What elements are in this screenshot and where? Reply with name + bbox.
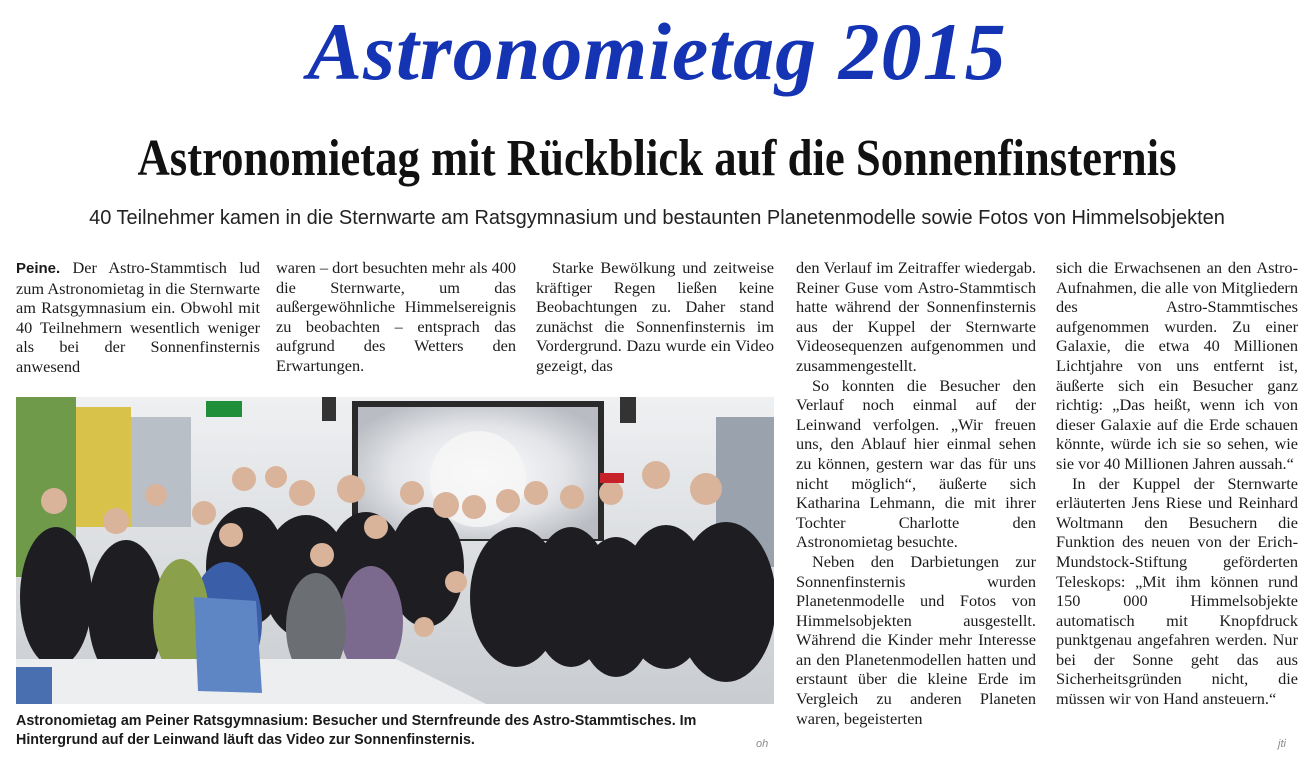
- paragraph: den Verlauf im Zeitraffer wiedergab. Reiner Guse vom Astro-Stammtisch hatte während der Sonnenfinsternis aus der Kuppel der Sternwarte Videosequenzen aufgenommen und zusammengestellt.: [796, 258, 1036, 375]
- paragraph: So konnten die Besucher den Verlauf noch einmal auf der Leinwand verfolgen. „Wir freuen uns, den Ablauf hier einmal sehen zu können, gestern war das für uns nicht möglich“, äußerte sich Katharina Lehmann, die mit ihrer Tochter Charlotte den Astronomietag besuchte.: [796, 375, 1036, 552]
- paragraph: Starke Bewölkung und zeitweise kräftiger Regen ließen keine Beobachtungen zu. Daher stand zunächst die Sonnenfinsternis im Vordergrund. Dazu wurde ein Video gezeigt, das: [536, 258, 774, 375]
- paragraph: [16, 258, 260, 377]
- article-headline: Astronomietag mit Rückblick auf die Sonnenfinsternis: [137, 130, 1177, 187]
- article-subheadline: 40 Teilnehmer kamen in die Sternwarte am Ratsgymnasium und bestaunten Planetenmodelle sowie Fotos von Himmelsobjekten: [89, 207, 1225, 229]
- article-column-2: [276, 258, 516, 376]
- author-credit: jti: [1278, 738, 1286, 750]
- paragraph: waren – dort besuchten mehr als 400 die Sternwarte, um das außergewöhnliche Himmelsereignis zu beobachten – entsprach das aufgrund des Wetters den Erwartungen.: [276, 258, 516, 375]
- paragraph: Neben den Darbietungen zur Sonnenfinsternis wurden Planetenmodelle und Fotos von Himmelsobjekten ausgestellt. Während die Kinder mehr Interesse an den Planetenmodellen hatten und erstaunt über die kleine Erde im Vergleich zu anderen Planeten waren, begeisterten: [796, 551, 1036, 728]
- photo-caption: Astronomietag am Peiner Ratsgymnasium: Besucher und Sternfreunde des Astro-Stammtisches. Im Hintergrund auf der Leinwand läuft das Video zur Sonnenfinsternis.: [16, 713, 697, 748]
- paragraph: sich die Erwachsenen an den Astro-Aufnahmen, die alle von Mitgliedern des Astro-Stammtisches aufgenommen wurden. Zu einer Galaxie, die etwa 40 Millionen Lichtjahre von uns entfernt ist, äußerte sich ein Besucher ganz richtig: „Das heißt, wenn ich von dieser Galaxie auf die Erde schauen könnte, würde ich sie so sehen, wie sie vor 40 Millionen Jahren aussah.“: [1056, 258, 1298, 473]
- dateline: Peine.: [16, 260, 61, 277]
- photo-credit: oh: [756, 738, 769, 750]
- group-photo: [16, 397, 774, 704]
- article-column-3: [536, 258, 774, 376]
- article-column-4: [796, 258, 1036, 728]
- group-photo-illustration: [16, 397, 774, 704]
- article-column-1: [16, 258, 260, 377]
- banner-title: Astronomietag 2015: [307, 6, 1007, 97]
- paragraph: In der Kuppel der Sternwarte erläuterten Jens Riese und Reinhard Woltmann den Besuchern die Funktion des neuen von der Erich-Mundstock-Stiftung geförderten Teleskops: „Mit ihm können rund 150 000 Himmelsobjekte automatisch mit Knopfdruck punktgenau angefahren werden. Nur bei der Sonne geht das aus Sicherheitsgründen nicht, die müssen wir von Hand ansteuern.“: [1056, 473, 1298, 709]
- article-column-5: [1056, 258, 1298, 709]
- paragraph-text: Der Astro-Stammtisch lud zum Astronomietag in die Sternwarte am Ratsgymnasium ein. Obwohl mit 40 Teilnehmern wesentlich weniger als bei der Sonnenfinsternis anwesend: [16, 258, 260, 376]
